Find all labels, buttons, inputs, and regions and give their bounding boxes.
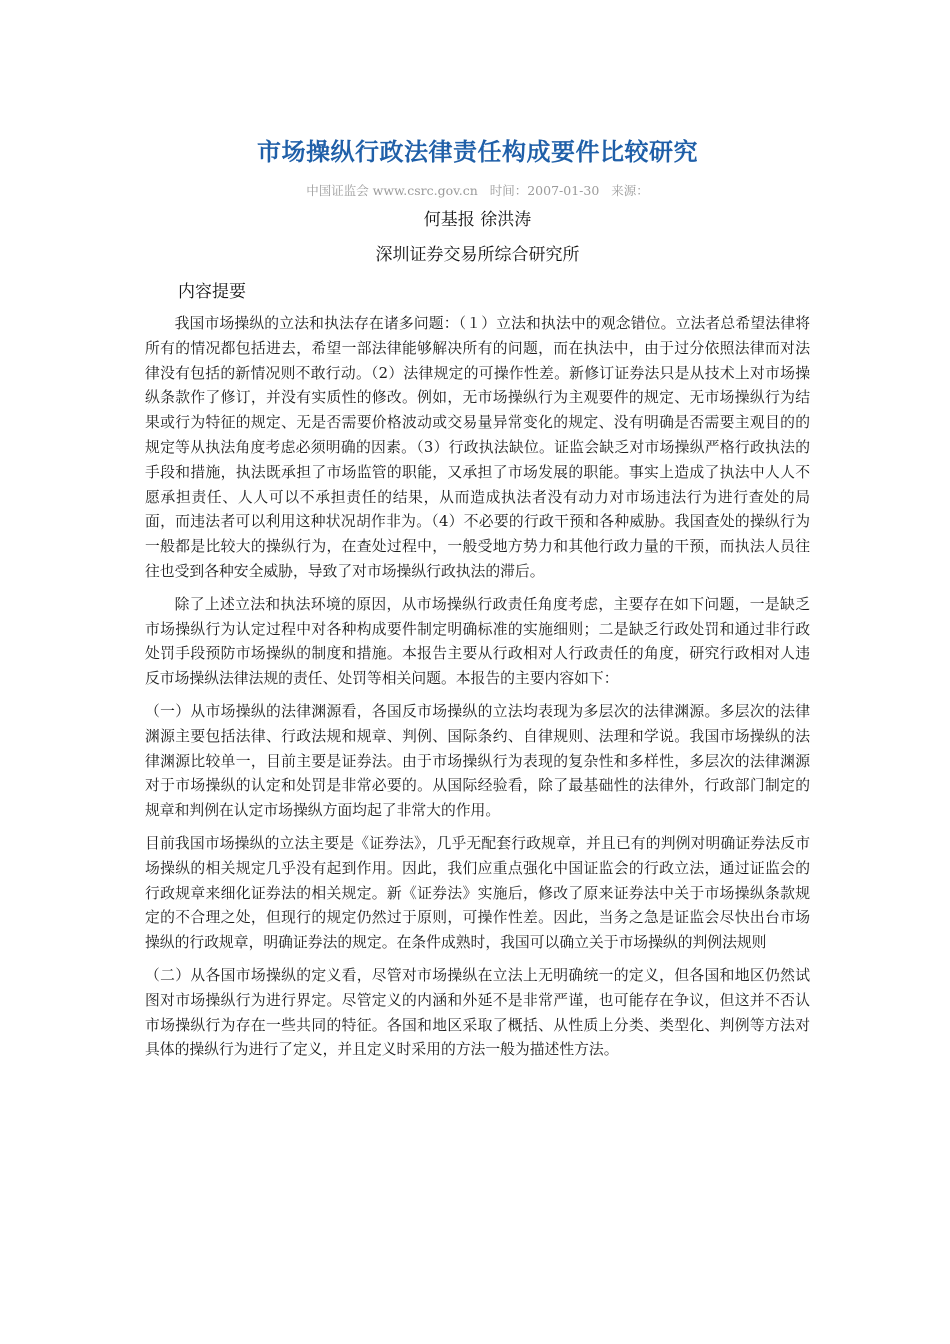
organization: 深圳证券交易所综合研究所 [375,245,580,265]
paragraph: 我国市场操纵的立法和执法存在诸多问题：（１）立法和执法中的观念错位。立法者总希望法律将所有的情况都包括进去，希望一部法律能够解决所有的问题，而在执法中，由于过分依照法律而对法律没有包括的新情况则不敢行动。（2）法律规定的可操作性差。新修订证券法只是从技术上对市场操纵条款作了修订，并没有实质性的修改。例如，无市场操纵行为主观要件的规定、无市场操纵行为结果或行为特征的规定、无是否需要价格波动或交易量异常变化的规定、没有明确是否需要主观目的的规定等从执法角度考虑必须明确的因素。（3）行政执法缺位。证监会缺乏对市场操纵严格行政执法的手段和措施，执法既承担了市场监管的职能，又承担了市场发展的职能。事实上造成了执法中人人不愿承担责任、人人可以不承担责任的结果，从而造成执法者没有动力对市场违法行为进行查处的局面，而违法者可以利用这种状况胡作非为。（4）不必要的行政干预和各种威胁。我国查处的操纵行为一般都是比较大的操纵行为，在查处过程中，一般受地方势力和其他行政力量的干预，而执法人员往往也受到各种安全威胁，导致了对市场操纵行政执法的滞后。 [145,315,810,580]
paragraph: （二）从各国市场操纵的定义看，尽管对市场操纵在立法上无明确统一的定义，但各国和地区仍然试图对市场操纵行为进行界定。尽管定义的内涵和外延不是非常严谨，也可能存在争议，但这并不否认市场操纵行为存在一些共同的特征。各国和地区采取了概括、从性质上分类、类型化、判例等方法对具体的操纵行为进行了定义，并且定义时采用的方法一般为描述性方法。 [145,966,810,1059]
origin-label: 来源： [611,183,649,198]
section-heading: 内容提要 [178,282,246,302]
source-site: 中国证监会 www.csrc.gov.cn [306,183,478,198]
article-title: 市场操纵行政法律责任构成要件比较研究 [257,138,698,166]
paragraph: 除了上述立法和执法环境的原因，从市场操纵行政责任角度考虑，主要存在如下问题，一是缺乏市场操纵行为认定过程中对各种构成要件制定明确标准的实施细则；二是缺乏行政处罚和通过非行政处罚手段预防市场操纵的制度和措施。本报告主要从行政相对人行政责任的角度，研究行政相对人违反市场操纵法律法规的责任、处罚等相关问题。本报告的主要内容如下： [145,595,810,688]
article [145,132,810,1071]
article-meta [145,181,810,199]
paragraph: （一）从市场操纵的法律渊源看，各国反市场操纵的立法均表现为多层次的法律渊源。多层次的法律渊源主要包括法律、行政法规和规章、判例、国际条约、自律规则、法理和学说。我国市场操纵的法律渊源比较单一，目前主要是证券法。由于市场操纵行为表现的复杂性和多样性，多层次的法律渊源对于市场操纵的认定和处罚是非常必要的。从国际经验看，除了最基础性的法律外，行政部门制定的规章和判例在认定市场操纵方面均起了非常大的作用。 [145,702,810,820]
paragraph: 目前我国市场操纵的立法主要是《证券法》，几乎无配套行政规章，并且已有的判例对明确证券法反市场操纵的相关规定几乎没有起到作用。因此，我们应重点强化中国证监会的行政立法，通过证监会的行政规章来细化证券法的相关规定。新《证券法》实施后，修改了原来证券法中关于市场操纵条款规定的不合理之处，但现行的规定仍然过于原则，可操作性差。因此，当务之急是证监会尽快出台市场操纵的行政规章，明确证券法的规定。在条件成熟时，我国可以确立关于市场操纵的判例法规则 [145,834,810,952]
authors: 何基报 徐洪涛 [423,210,532,230]
publish-time: 时间：2007-01-30 [489,183,600,198]
